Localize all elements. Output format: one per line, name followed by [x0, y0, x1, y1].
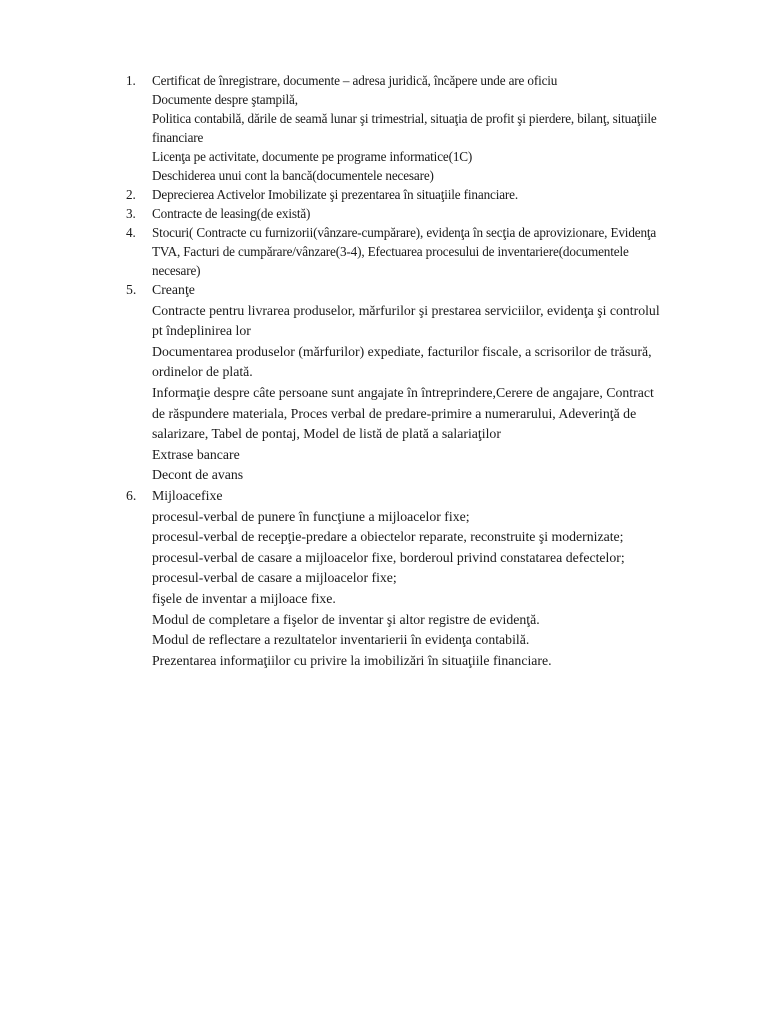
- list-line: Deprecierea Activelor Imobilizate şi prezentarea în situaţiile financiare.: [152, 187, 519, 202]
- list-number: 4.: [126, 225, 136, 240]
- list-line: Documente despre ştampilă,: [152, 92, 298, 107]
- list-line: procesul-verbal de recepţie-predare a obiectelor reparate, reconstruite şi modernizate;: [152, 529, 624, 545]
- list-line: Documentarea produselor (mărfurilor) expediate, facturilor fiscale, a scrisorilor de trăsură,: [152, 343, 652, 359]
- list-item-2: [126, 185, 718, 204]
- list-line: de răspundere materiala, Proces verbal de predare-primire a numerarului, Adeverinţă de: [152, 405, 637, 421]
- list-item-5: [126, 280, 718, 486]
- list-number: 3.: [126, 206, 136, 221]
- list-line: pt îndeplinirea lor: [152, 323, 251, 339]
- list-line: Contracte pentru livrarea produselor, mărfurilor şi prestarea serviciilor, evidenţa şi controlul: [152, 302, 660, 318]
- list-line: Prezentarea informaţiilor cu privire la imobilizări în situaţiile financiare.: [152, 652, 552, 668]
- list-line: fişele de inventar a mijloace fixe.: [152, 590, 336, 606]
- list-line: Modul de reflectare a rezultatelor inventarierii în evidenţa contabilă.: [152, 632, 530, 648]
- list-item-6: [126, 486, 718, 671]
- list-line: procesul-verbal de punere în funcţiune a mijloacelor fixe;: [152, 508, 470, 524]
- list-line: Licenţa pe activitate, documente pe programe informatice(1C): [152, 149, 473, 164]
- list-item-4: [126, 223, 718, 280]
- list-line: procesul-verbal de casare a mijloacelor fixe, borderoul privind constatarea defectelor;: [152, 549, 625, 565]
- list-item-3: [126, 204, 718, 223]
- list-line: Deschiderea unui cont la bancă(documentele necesare): [152, 168, 434, 183]
- list-line: salarizare, Tabel de pontaj, Model de listă de plată a salariaţilor: [152, 426, 501, 442]
- list-line: Mijloacefixe: [152, 487, 223, 503]
- list-item-1: [126, 71, 718, 185]
- list-line: TVA, Facturi de cumpărare/vânzare(3-4), Efectuarea procesului de inventariere(documentele: [152, 244, 629, 259]
- document-list: [126, 71, 718, 671]
- list-number: 5.: [126, 282, 137, 297]
- list-line: Stocuri( Contracte cu furnizorii(vânzare-cumpărare), evidenţa în secţia de aprovizionare, Evidenţa: [152, 225, 657, 240]
- list-line: Contracte de leasing(de există): [152, 206, 311, 221]
- list-line: necesare): [152, 263, 201, 278]
- list-line: Extrase bancare: [152, 446, 240, 462]
- list-line: Politica contabilă, dările de seamă lunar şi trimestrial, situaţia de profit şi pierdere, bilanţ, situaţiile: [152, 111, 657, 126]
- list-number: 2.: [126, 187, 136, 202]
- list-line: Creanţe: [152, 282, 195, 297]
- list-line: procesul-verbal de casare a mijloacelor fixe;: [152, 570, 397, 586]
- list-line: Informaţie despre câte persoane sunt angajate în întreprindere,Cerere de angajare, Contract: [152, 384, 654, 400]
- list-number: 1.: [126, 73, 136, 88]
- list-line: financiare: [152, 130, 204, 145]
- list-line: Modul de completare a fişelor de inventar şi altor registre de evidenţă.: [152, 611, 540, 627]
- list-line: ordinelor de plată.: [152, 364, 253, 380]
- list-line: Certificat de înregistrare, documente – adresa juridică, încăpere unde are oficiu: [152, 73, 558, 88]
- list-line: Decont de avans: [152, 467, 244, 483]
- list-number: 6.: [126, 487, 137, 503]
